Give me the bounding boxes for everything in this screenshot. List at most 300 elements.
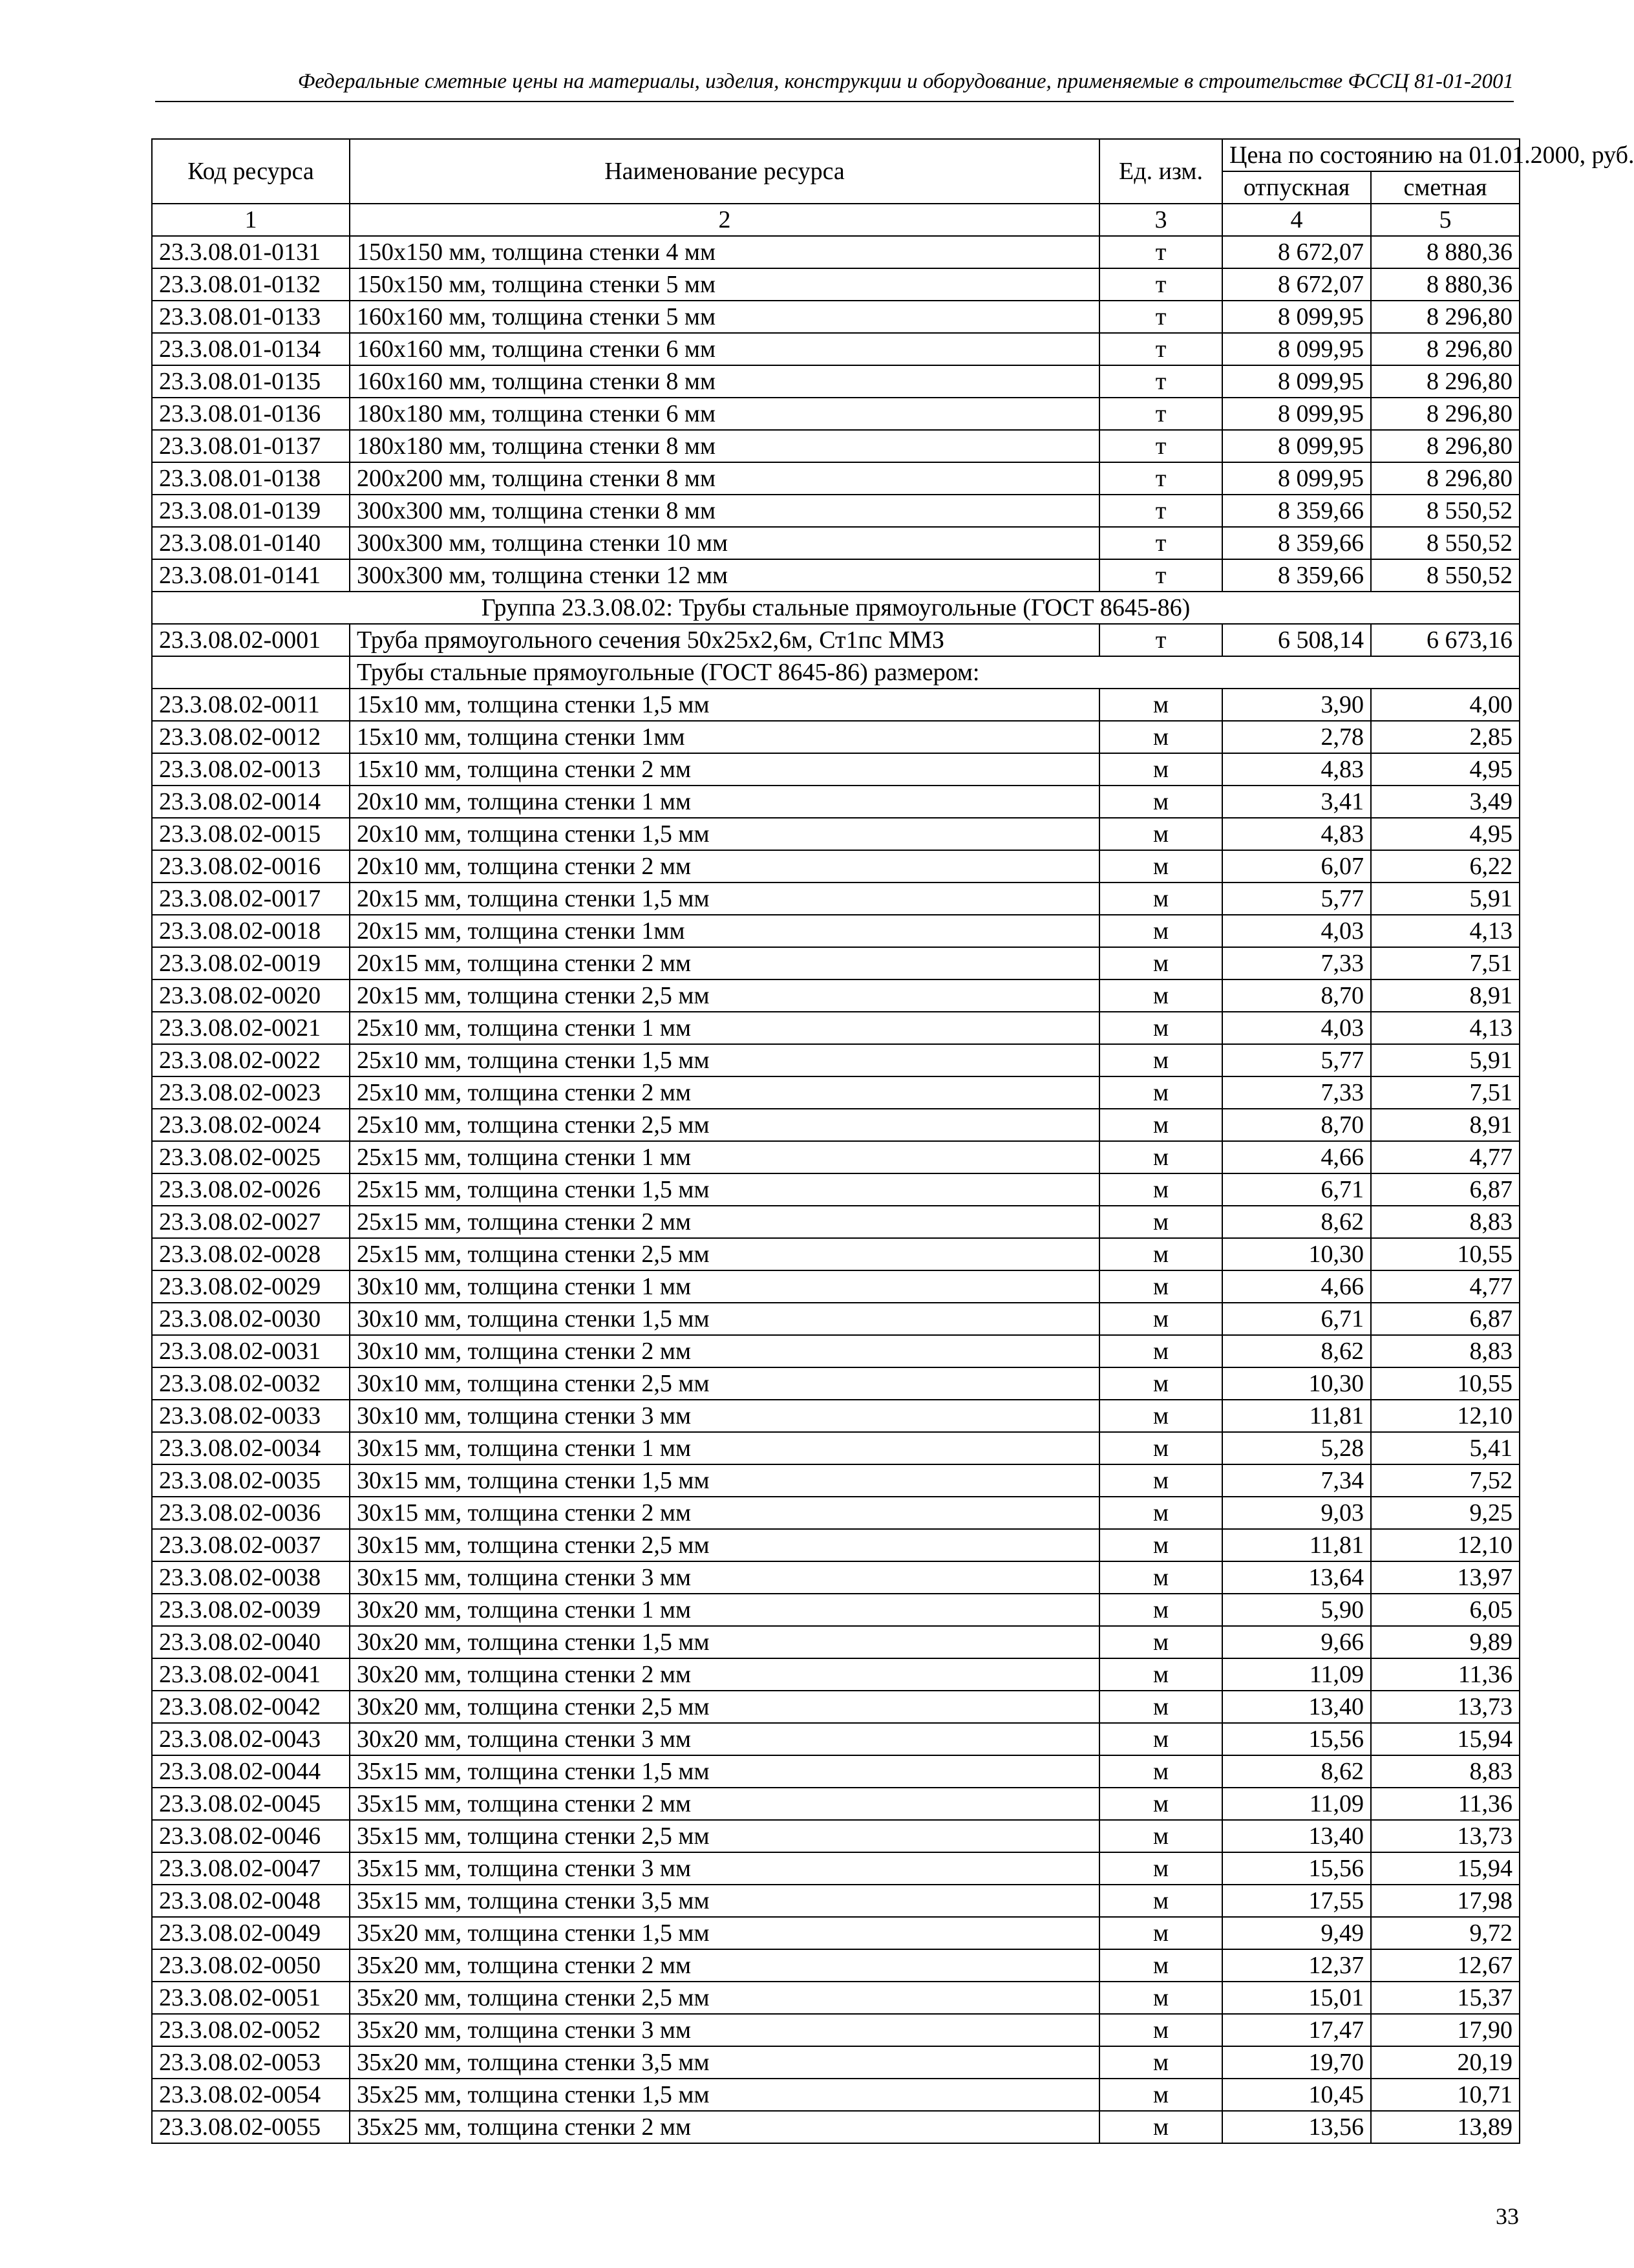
unit-of-measure: м xyxy=(1099,979,1222,1012)
estimate-price: 15,94 xyxy=(1371,1723,1520,1755)
release-price: 8 359,66 xyxy=(1222,527,1371,559)
resource-code: 23.3.08.01-0140 xyxy=(152,527,350,559)
resource-code: 23.3.08.02-0036 xyxy=(152,1497,350,1529)
release-price: 2,78 xyxy=(1222,721,1371,753)
release-price: 11,09 xyxy=(1222,1658,1371,1691)
unit-of-measure: м xyxy=(1099,1561,1222,1594)
resource-name: 180х180 мм, толщина стенки 6 мм xyxy=(350,398,1099,430)
unit-of-measure: м xyxy=(1099,1917,1222,1949)
table-row xyxy=(152,1303,1520,1335)
estimate-price: 15,37 xyxy=(1371,1982,1520,2014)
resource-code: 23.3.08.02-0031 xyxy=(152,1335,350,1367)
estimate-price: 9,25 xyxy=(1371,1497,1520,1529)
resource-code: 23.3.08.01-0131 xyxy=(152,236,350,268)
release-price: 17,55 xyxy=(1222,1885,1371,1917)
release-price: 4,83 xyxy=(1222,753,1371,786)
price-table-header xyxy=(152,139,1634,236)
resource-code: 23.3.08.01-0133 xyxy=(152,301,350,333)
release-price: 8 099,95 xyxy=(1222,462,1371,495)
resource-name: 35х15 мм, толщина стенки 2,5 мм xyxy=(350,1820,1099,1852)
release-price: 7,33 xyxy=(1222,1076,1371,1109)
release-price: 13,64 xyxy=(1222,1561,1371,1594)
resource-name: 25х10 мм, толщина стенки 1 мм xyxy=(350,1012,1099,1044)
unit-of-measure: м xyxy=(1099,1400,1222,1432)
unit-of-measure: м xyxy=(1099,1109,1222,1141)
resource-code: 23.3.08.02-0014 xyxy=(152,786,350,818)
unit-of-measure: т xyxy=(1099,559,1222,592)
unit-of-measure: м xyxy=(1099,1464,1222,1497)
release-price: 8,62 xyxy=(1222,1206,1371,1238)
table-row xyxy=(152,236,1520,268)
table-row xyxy=(152,1238,1520,1270)
resource-code: 23.3.08.02-0033 xyxy=(152,1400,350,1432)
running-header: Федеральные сметные цены на материалы, изделия, конструкции и оборудование, применяемые в строительстве ФССЦ 81-01-2001 xyxy=(297,70,1514,93)
estimate-price: 4,00 xyxy=(1371,689,1520,721)
release-price: 19,70 xyxy=(1222,2046,1371,2079)
release-price: 9,03 xyxy=(1222,1497,1371,1529)
unit-of-measure: м xyxy=(1099,2014,1222,2046)
unit-of-measure: м xyxy=(1099,850,1222,883)
unit-of-measure: м xyxy=(1099,1367,1222,1400)
release-price: 11,81 xyxy=(1222,1529,1371,1561)
resource-code: 23.3.08.01-0132 xyxy=(152,268,350,301)
estimate-price: 9,89 xyxy=(1371,1626,1520,1658)
resource-name: 35х20 мм, толщина стенки 3,5 мм xyxy=(350,2046,1099,2079)
table-row xyxy=(152,2014,1520,2046)
release-price: 8 672,07 xyxy=(1222,236,1371,268)
estimate-price: 8 296,80 xyxy=(1371,462,1520,495)
unit-of-measure: м xyxy=(1099,1173,1222,1206)
resource-name: 25х10 мм, толщина стенки 1,5 мм xyxy=(350,1044,1099,1076)
release-price: 9,49 xyxy=(1222,1917,1371,1949)
table-row xyxy=(152,1141,1520,1173)
release-price: 5,77 xyxy=(1222,1044,1371,1076)
release-price: 8 359,66 xyxy=(1222,495,1371,527)
estimate-price: 4,77 xyxy=(1371,1270,1520,1303)
estimate-price: 13,89 xyxy=(1371,2111,1520,2143)
resource-code: 23.3.08.02-0038 xyxy=(152,1561,350,1594)
resource-name: 30х20 мм, толщина стенки 1 мм xyxy=(350,1594,1099,1626)
resource-name: 35х20 мм, толщина стенки 1,5 мм xyxy=(350,1917,1099,1949)
unit-of-measure: м xyxy=(1099,1723,1222,1755)
unit-of-measure: м xyxy=(1099,1206,1222,1238)
column-number: 3 xyxy=(1099,204,1222,236)
resource-name: 30х10 мм, толщина стенки 1 мм xyxy=(350,1270,1099,1303)
unit-of-measure: т xyxy=(1099,398,1222,430)
estimate-price: 8,83 xyxy=(1371,1206,1520,1238)
resource-code: 23.3.08.02-0045 xyxy=(152,1788,350,1820)
resource-name: 20х10 мм, толщина стенки 2 мм xyxy=(350,850,1099,883)
table-row xyxy=(152,1270,1520,1303)
resource-code: 23.3.08.02-0050 xyxy=(152,1949,350,1982)
estimate-price: 8 880,36 xyxy=(1371,268,1520,301)
resource-code: 23.3.08.02-0016 xyxy=(152,850,350,883)
unit-of-measure: м xyxy=(1099,1238,1222,1270)
estimate-price: 2,85 xyxy=(1371,721,1520,753)
subgroup-title: Трубы стальные прямоугольные (ГОСТ 8645-86) размером: xyxy=(350,656,1520,689)
estimate-price: 11,36 xyxy=(1371,1788,1520,1820)
unit-of-measure: м xyxy=(1099,1982,1222,2014)
resource-code: 23.3.08.02-0032 xyxy=(152,1367,350,1400)
resource-name: 35х20 мм, толщина стенки 2,5 мм xyxy=(350,1982,1099,2014)
estimate-price: 12,67 xyxy=(1371,1949,1520,1982)
unit-of-measure: м xyxy=(1099,1529,1222,1561)
resource-name: 25х10 мм, толщина стенки 2,5 мм xyxy=(350,1109,1099,1141)
resource-code: 23.3.08.02-0012 xyxy=(152,721,350,753)
estimate-price: 12,10 xyxy=(1371,1529,1520,1561)
estimate-price: 8,91 xyxy=(1371,1109,1520,1141)
resource-code: 23.3.08.02-0051 xyxy=(152,1982,350,2014)
estimate-price: 8,83 xyxy=(1371,1755,1520,1788)
unit-of-measure: м xyxy=(1099,1658,1222,1691)
release-price: 6,07 xyxy=(1222,850,1371,883)
table-row xyxy=(152,430,1520,462)
estimate-price: 12,10 xyxy=(1371,1400,1520,1432)
resource-name: 35х20 мм, толщина стенки 2 мм xyxy=(350,1949,1099,1982)
table-row xyxy=(152,786,1520,818)
table-row xyxy=(152,1594,1520,1626)
release-price: 8,62 xyxy=(1222,1335,1371,1367)
release-price: 15,56 xyxy=(1222,1723,1371,1755)
release-price: 4,66 xyxy=(1222,1270,1371,1303)
estimate-price: 7,51 xyxy=(1371,947,1520,979)
resource-name: 30х10 мм, толщина стенки 1,5 мм xyxy=(350,1303,1099,1335)
resource-name: 30х20 мм, толщина стенки 1,5 мм xyxy=(350,1626,1099,1658)
estimate-price: 4,13 xyxy=(1371,1012,1520,1044)
release-price: 8,62 xyxy=(1222,1755,1371,1788)
estimate-price: 5,91 xyxy=(1371,883,1520,915)
unit-of-measure: м xyxy=(1099,1594,1222,1626)
table-row xyxy=(152,2111,1520,2143)
resource-code: 23.3.08.02-0018 xyxy=(152,915,350,947)
unit-of-measure: м xyxy=(1099,2111,1222,2143)
release-price: 3,90 xyxy=(1222,689,1371,721)
estimate-price: 4,95 xyxy=(1371,753,1520,786)
unit-of-measure: м xyxy=(1099,1303,1222,1335)
table-row xyxy=(152,2079,1520,2111)
unit-of-measure: т xyxy=(1099,301,1222,333)
resource-name: 20х15 мм, толщина стенки 2 мм xyxy=(350,947,1099,979)
resource-name: 20х10 мм, толщина стенки 1,5 мм xyxy=(350,818,1099,850)
table-row xyxy=(152,365,1520,398)
table-row xyxy=(152,1044,1520,1076)
empty-cell xyxy=(152,656,350,689)
release-price: 12,37 xyxy=(1222,1949,1371,1982)
resource-name: 30х15 мм, толщина стенки 1,5 мм xyxy=(350,1464,1099,1497)
resource-code: 23.3.08.02-0055 xyxy=(152,2111,350,2143)
unit-of-measure: м xyxy=(1099,947,1222,979)
unit-of-measure: м xyxy=(1099,1852,1222,1885)
table-row xyxy=(152,268,1520,301)
header-price: Цена по состоянию на 01.01.2000, руб. xyxy=(1222,139,1520,171)
resource-code: 23.3.08.02-0043 xyxy=(152,1723,350,1755)
unit-of-measure: м xyxy=(1099,1949,1222,1982)
estimate-price: 6,87 xyxy=(1371,1173,1520,1206)
resource-code: 23.3.08.02-0015 xyxy=(152,818,350,850)
estimate-price: 4,95 xyxy=(1371,818,1520,850)
estimate-price: 17,90 xyxy=(1371,2014,1520,2046)
release-price: 5,90 xyxy=(1222,1594,1371,1626)
table-row xyxy=(152,1820,1520,1852)
unit-of-measure: м xyxy=(1099,786,1222,818)
release-price: 10,45 xyxy=(1222,2079,1371,2111)
resource-code: 23.3.08.02-0017 xyxy=(152,883,350,915)
resource-code: 23.3.08.02-0039 xyxy=(152,1594,350,1626)
resource-name: 35х15 мм, толщина стенки 3,5 мм xyxy=(350,1885,1099,1917)
resource-name: 30х10 мм, толщина стенки 2,5 мм xyxy=(350,1367,1099,1400)
unit-of-measure: м xyxy=(1099,1012,1222,1044)
estimate-price: 8 296,80 xyxy=(1371,365,1520,398)
resource-name: 15х10 мм, толщина стенки 1,5 мм xyxy=(350,689,1099,721)
resource-name: 25х15 мм, толщина стенки 2 мм xyxy=(350,1206,1099,1238)
resource-code: 23.3.08.02-0029 xyxy=(152,1270,350,1303)
table-row xyxy=(152,333,1520,365)
resource-code: 23.3.08.02-0024 xyxy=(152,1109,350,1141)
estimate-price: 7,51 xyxy=(1371,1076,1520,1109)
release-price: 4,03 xyxy=(1222,915,1371,947)
resource-code: 23.3.08.01-0141 xyxy=(152,559,350,592)
table-row xyxy=(152,398,1520,430)
unit-of-measure: м xyxy=(1099,1044,1222,1076)
resource-code: 23.3.08.02-0022 xyxy=(152,1044,350,1076)
estimate-price: 11,36 xyxy=(1371,1658,1520,1691)
table-row xyxy=(152,462,1520,495)
resource-code: 23.3.08.02-0021 xyxy=(152,1012,350,1044)
resource-name: 30х15 мм, толщина стенки 2,5 мм xyxy=(350,1529,1099,1561)
resource-name: 35х25 мм, толщина стенки 2 мм xyxy=(350,2111,1099,2143)
estimate-price: 5,91 xyxy=(1371,1044,1520,1076)
table-body-section-a xyxy=(152,236,1520,592)
unit-of-measure: т xyxy=(1099,624,1222,656)
resource-code: 23.3.08.02-0011 xyxy=(152,689,350,721)
resource-name: 30х20 мм, толщина стенки 2 мм xyxy=(350,1658,1099,1691)
estimate-price: 8 296,80 xyxy=(1371,398,1520,430)
table-row xyxy=(152,1109,1520,1141)
resource-code: 23.3.08.02-0019 xyxy=(152,947,350,979)
subgroup-title-row xyxy=(152,656,1520,689)
unit-of-measure: м xyxy=(1099,753,1222,786)
estimate-price: 6,22 xyxy=(1371,850,1520,883)
release-price: 13,40 xyxy=(1222,1691,1371,1723)
resource-name: 30х15 мм, толщина стенки 2 мм xyxy=(350,1497,1099,1529)
column-number: 4 xyxy=(1222,204,1371,236)
estimate-price: 10,71 xyxy=(1371,2079,1520,2111)
resource-code: 23.3.08.02-0044 xyxy=(152,1755,350,1788)
release-price: 7,34 xyxy=(1222,1464,1371,1497)
unit-of-measure: м xyxy=(1099,883,1222,915)
table-row xyxy=(152,1626,1520,1658)
header-unit: Ед. изм. xyxy=(1099,139,1222,204)
estimate-price: 10,55 xyxy=(1371,1238,1520,1270)
estimate-price: 8 550,52 xyxy=(1371,495,1520,527)
resource-code: 23.3.08.02-0054 xyxy=(152,2079,350,2111)
resource-name: 25х15 мм, толщина стенки 1 мм xyxy=(350,1141,1099,1173)
table-row xyxy=(152,1432,1520,1464)
unit-of-measure: т xyxy=(1099,268,1222,301)
unit-of-measure: м xyxy=(1099,915,1222,947)
resource-code: 23.3.08.02-0030 xyxy=(152,1303,350,1335)
resource-name: 35х25 мм, толщина стенки 1,5 мм xyxy=(350,2079,1099,2111)
header-release-price: отпускная xyxy=(1222,171,1371,204)
unit-of-measure: м xyxy=(1099,1691,1222,1723)
table-row xyxy=(152,1497,1520,1529)
resource-code: 23.3.08.01-0138 xyxy=(152,462,350,495)
estimate-price: 8 296,80 xyxy=(1371,430,1520,462)
unit-of-measure: т xyxy=(1099,527,1222,559)
release-price: 8 099,95 xyxy=(1222,333,1371,365)
resource-name: 35х20 мм, толщина стенки 3 мм xyxy=(350,2014,1099,2046)
unit-of-measure: т xyxy=(1099,236,1222,268)
resource-name: 30х15 мм, толщина стенки 3 мм xyxy=(350,1561,1099,1594)
table-row xyxy=(152,979,1520,1012)
page-number: 33 xyxy=(1496,2203,1519,2229)
table-row xyxy=(152,1012,1520,1044)
release-price: 8 099,95 xyxy=(1222,301,1371,333)
resource-name: 30х15 мм, толщина стенки 1 мм xyxy=(350,1432,1099,1464)
unit-of-measure: м xyxy=(1099,1141,1222,1173)
resource-code: 23.3.08.02-0034 xyxy=(152,1432,350,1464)
resource-name: 15х10 мм, толщина стенки 1мм xyxy=(350,721,1099,753)
release-price: 6 508,14 xyxy=(1222,624,1371,656)
release-price: 8 672,07 xyxy=(1222,268,1371,301)
resource-name: 300х300 мм, толщина стенки 10 мм xyxy=(350,527,1099,559)
table-row xyxy=(152,1949,1520,1982)
header-name: Наименование ресурса xyxy=(350,139,1099,204)
resource-code: 23.3.08.02-0049 xyxy=(152,1917,350,1949)
header-rule xyxy=(155,101,1514,102)
unit-of-measure: м xyxy=(1099,1788,1222,1820)
resource-code: 23.3.08.01-0137 xyxy=(152,430,350,462)
release-price: 6,71 xyxy=(1222,1173,1371,1206)
table-row xyxy=(152,1561,1520,1594)
release-price: 15,56 xyxy=(1222,1852,1371,1885)
estimate-price: 8 296,80 xyxy=(1371,301,1520,333)
resource-name: 150х150 мм, толщина стенки 5 мм xyxy=(350,268,1099,301)
table-row xyxy=(152,689,1520,721)
release-price: 5,28 xyxy=(1222,1432,1371,1464)
resource-code: 23.3.08.02-0053 xyxy=(152,2046,350,2079)
resource-name: 300х300 мм, толщина стенки 8 мм xyxy=(350,495,1099,527)
resource-code: 23.3.08.02-0048 xyxy=(152,1885,350,1917)
estimate-price: 13,73 xyxy=(1371,1691,1520,1723)
estimate-price: 5,41 xyxy=(1371,1432,1520,1464)
unit-of-measure: м xyxy=(1099,1432,1222,1464)
table-row xyxy=(152,1852,1520,1885)
header-code: Код ресурса xyxy=(152,139,350,204)
resource-name: Труба прямоугольного сечения 50х25х2,6м, Ст1пс ММЗ xyxy=(350,624,1099,656)
group-title: Группа 23.3.08.02: Трубы стальные прямоугольные (ГОСТ 8645-86) xyxy=(152,592,1520,624)
release-price: 13,56 xyxy=(1222,2111,1371,2143)
header-estimate-price: сметная xyxy=(1371,171,1520,204)
column-number-row xyxy=(152,204,1520,236)
release-price: 7,33 xyxy=(1222,947,1371,979)
table-row xyxy=(152,1206,1520,1238)
table-row xyxy=(152,1529,1520,1561)
table-row xyxy=(152,1173,1520,1206)
estimate-price: 20,19 xyxy=(1371,2046,1520,2079)
table-row xyxy=(152,915,1520,947)
unit-of-measure: м xyxy=(1099,1497,1222,1529)
table-row xyxy=(152,1400,1520,1432)
table-body-section-b xyxy=(152,689,1520,2143)
resource-name: 20х15 мм, толщина стенки 2,5 мм xyxy=(350,979,1099,1012)
resource-name: 20х15 мм, толщина стенки 1мм xyxy=(350,915,1099,947)
resource-name: 20х15 мм, толщина стенки 1,5 мм xyxy=(350,883,1099,915)
resource-name: 35х15 мм, толщина стенки 3 мм xyxy=(350,1852,1099,1885)
estimate-price: 15,94 xyxy=(1371,1852,1520,1885)
resource-code: 23.3.08.02-0040 xyxy=(152,1626,350,1658)
resource-name: 20х10 мм, толщина стенки 1 мм xyxy=(350,786,1099,818)
unit-of-measure: т xyxy=(1099,430,1222,462)
table-row xyxy=(152,1885,1520,1917)
unit-of-measure: м xyxy=(1099,1885,1222,1917)
resource-name: 160х160 мм, толщина стенки 8 мм xyxy=(350,365,1099,398)
table-row xyxy=(152,301,1520,333)
table-row xyxy=(152,1691,1520,1723)
release-price: 4,66 xyxy=(1222,1141,1371,1173)
release-price: 9,66 xyxy=(1222,1626,1371,1658)
resource-code: 23.3.08.01-0136 xyxy=(152,398,350,430)
estimate-price: 8 550,52 xyxy=(1371,527,1520,559)
estimate-price: 8 880,36 xyxy=(1371,236,1520,268)
column-number: 5 xyxy=(1371,204,1520,236)
release-price: 11,09 xyxy=(1222,1788,1371,1820)
estimate-price: 3,49 xyxy=(1371,786,1520,818)
table-row xyxy=(152,818,1520,850)
estimate-price: 4,77 xyxy=(1371,1141,1520,1173)
unit-of-measure: м xyxy=(1099,1076,1222,1109)
resource-name: 25х15 мм, толщина стенки 1,5 мм xyxy=(350,1173,1099,1206)
resource-code: 23.3.08.02-0025 xyxy=(152,1141,350,1173)
resource-code: 23.3.08.02-0013 xyxy=(152,753,350,786)
release-price: 15,01 xyxy=(1222,1982,1371,2014)
table-row xyxy=(152,559,1520,592)
table-row xyxy=(152,850,1520,883)
estimate-price: 4,13 xyxy=(1371,915,1520,947)
resource-name: 30х10 мм, толщина стенки 2 мм xyxy=(350,1335,1099,1367)
resource-code: 23.3.08.02-0046 xyxy=(152,1820,350,1852)
release-price: 6,71 xyxy=(1222,1303,1371,1335)
column-number: 1 xyxy=(152,204,350,236)
resource-code: 23.3.08.02-0035 xyxy=(152,1464,350,1497)
unit-of-measure: м xyxy=(1099,721,1222,753)
table-row xyxy=(152,527,1520,559)
resource-name: 25х15 мм, толщина стенки 2,5 мм xyxy=(350,1238,1099,1270)
resource-name: 200х200 мм, толщина стенки 8 мм xyxy=(350,462,1099,495)
estimate-price: 7,52 xyxy=(1371,1464,1520,1497)
unit-of-measure: м xyxy=(1099,2079,1222,2111)
estimate-price: 6,87 xyxy=(1371,1303,1520,1335)
resource-code: 23.3.08.02-0028 xyxy=(152,1238,350,1270)
estimate-price: 8,91 xyxy=(1371,979,1520,1012)
table-row xyxy=(152,1788,1520,1820)
resource-name: 150х150 мм, толщина стенки 4 мм xyxy=(350,236,1099,268)
release-price: 8 099,95 xyxy=(1222,398,1371,430)
table-row xyxy=(152,1658,1520,1691)
resource-name: 160х160 мм, толщина стенки 5 мм xyxy=(350,301,1099,333)
table-row xyxy=(152,1076,1520,1109)
estimate-price: 10,55 xyxy=(1371,1367,1520,1400)
release-price: 8 099,95 xyxy=(1222,365,1371,398)
estimate-price: 8 550,52 xyxy=(1371,559,1520,592)
resource-code: 23.3.08.01-0139 xyxy=(152,495,350,527)
resource-code: 23.3.08.02-0037 xyxy=(152,1529,350,1561)
table-row xyxy=(152,495,1520,527)
resource-code: 23.3.08.02-0047 xyxy=(152,1852,350,1885)
release-price: 4,03 xyxy=(1222,1012,1371,1044)
release-price: 5,77 xyxy=(1222,883,1371,915)
resource-name: 25х10 мм, толщина стенки 2 мм xyxy=(350,1076,1099,1109)
